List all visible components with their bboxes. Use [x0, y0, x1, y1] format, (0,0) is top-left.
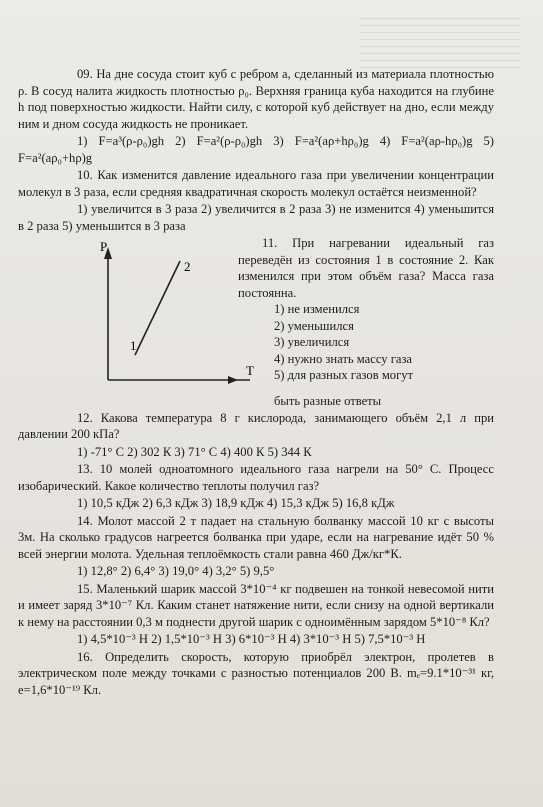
pt-graph-svg — [18, 235, 254, 395]
q11-options — [238, 301, 494, 384]
show-through-text — [360, 18, 520, 68]
q16-text: 16. Определить скорость, которую приобрёл электрон, пролетев в электрическом поле между точками с разностью потенциалов 200 В. mₑ=9.1*10⁻³¹ кг, е=1,6*10⁻¹⁹ Кл. — [18, 649, 494, 697]
q11-option-2: 2) уменьшился — [274, 318, 354, 333]
q14-text: 14. Молот массой 2 т падает на стальную болванку массой 10 кг с высоты 3м. На сколько градусов нагреется болванка при ударе, если на нагревание идёт 50 % всей энергии молота. Удельная теплоёмкость стали равна 460 Дж/кг*К. — [18, 513, 494, 561]
state-1-label: 1 — [130, 338, 137, 353]
q11-option-5-tail: быть разные ответы — [274, 394, 382, 408]
pt-graph — [18, 235, 254, 395]
q11-option-4: 4) нужно знать массу газа — [274, 351, 413, 366]
q13-text: 13. 10 молей одноатомного идеального газа нагрели на 50° С. Процесс изобарический. Какое количество теплоты получил газ? — [18, 462, 494, 493]
q15-answers: 1) 4,5*10⁻³ Н 2) 1,5*10⁻³ Н 3) 6*10⁻³ Н 4) 3*10⁻³ Н 5) 7,5*10⁻³ Н — [77, 632, 426, 646]
q11-text: 11. При нагревании идеальный газ переведён из состояния 1 в состояние 2. Как изменился при этом объём газа? Масса газа постоянна. — [238, 236, 494, 300]
q15-text: 15. Маленький шарик массой 3*10⁻⁴ кг подвешен на тонкой невесомой нити и имеет заряд 3*10⁻⁷ Кл. Каким станет натяжение нити, если снизу на одной вертикали к нему на расстоянии 0,3 м поднести другой шарик с одноимённым зарядом 5*10⁻⁸ Кл? — [18, 581, 494, 629]
q11-option-5: 5) для разных газов могут — [274, 368, 414, 382]
t-axis-arrow — [228, 376, 238, 384]
q11-text-col — [238, 235, 494, 395]
q11-option-3: 3) увеличился — [274, 335, 350, 349]
q12-answers: 1) -71° С 2) 302 К 3) 71° С 4) 400 К 5) 344 К — [77, 444, 312, 459]
q11-option-1: 1) не изменился — [274, 302, 360, 316]
q11-block — [18, 235, 494, 395]
process-line — [135, 261, 180, 355]
q10-answers: 1) увеличится в 3 раза 2) увеличится в 2 раза 3) не изменится 4) уменьшится в 2 раза 5) уменьшится в 3 раза — [18, 202, 494, 233]
q09-text: 09. На дне сосуда стоит куб с ребром а, сделанный из материала плотностью ρ. В сосуд налита жидкость плотностью ρ₀. Верхняя граница куба находится на глубине h под поверхностью жидкости. Найти силу, с которой куб действует на дно, если между ним и дном сосуда жидкость не проникает. — [18, 67, 494, 131]
q13-answers: 1) 10,5 кДж 2) 6,3 кДж 3) 18,9 кДж 4) 15,3 кДж 5) 16,8 кДж — [77, 496, 395, 510]
q12-text: 12. Какова температура 8 г кислорода, занимающего объём 2,1 л при давлении 200 кПа? — [18, 410, 494, 441]
q09-answers: 1) F=a³(ρ-ρ₀)gh 2) F=a²(ρ-ρ₀)gh 3) F=a²(aρ+hρ₀)g 4) F=a²(aρ-hρ₀)g 5) F=a²(aρ₀+hρ)g — [18, 134, 494, 165]
q10-text: 10. Как изменится давление идеального газа при увеличении концентрации молекул в 3 раза, если средняя квадратичная скорость молекул остаётся неизменной? — [18, 168, 494, 199]
t-axis-label: T — [246, 363, 254, 378]
state-2-label: 2 — [184, 259, 191, 274]
q14-answers: 1) 12,8° 2) 6,4° 3) 19,0° 4) 3,2° 5) 9,5° — [77, 564, 275, 578]
problem-sheet — [18, 66, 494, 698]
p-axis-label: P — [100, 239, 108, 254]
